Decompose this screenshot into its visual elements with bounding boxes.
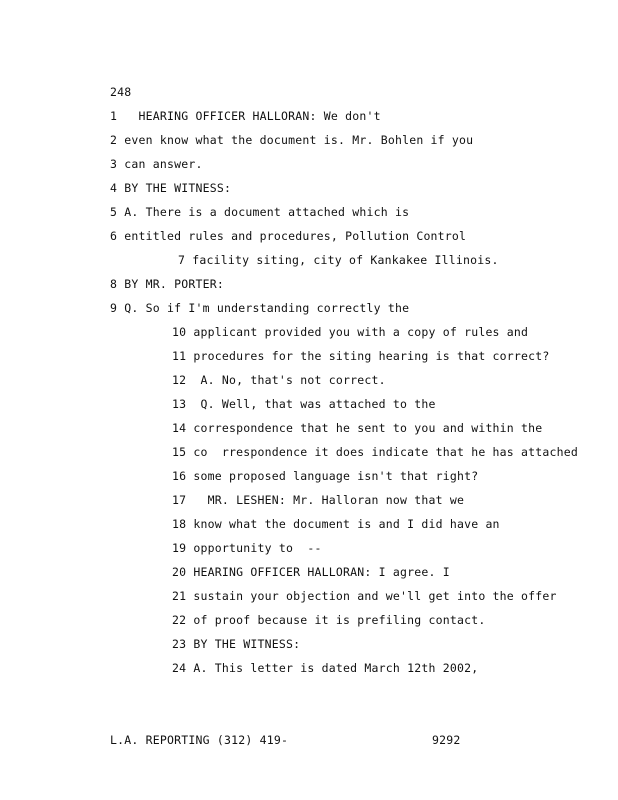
transcript-line: 23 BY THE WITNESS:: [172, 637, 301, 651]
transcript-line: 24 A. This letter is dated March 12th 2002,: [172, 661, 479, 675]
transcript-line: 17 MR. LESHEN: Mr. Halloran now that we: [172, 493, 465, 507]
transcript-line: 10 applicant provided you with a copy of rules and: [172, 325, 529, 339]
transcript-line: 16 some proposed language isn't that right?: [172, 469, 479, 483]
transcript-line: 9 Q. So if I'm understanding correctly the: [110, 301, 410, 315]
transcript-line: 13 Q. Well, that was attached to the: [172, 397, 436, 411]
transcript-line: 18 know what the document is and I did have an: [172, 517, 500, 531]
page-number: 248: [110, 85, 132, 99]
transcript-line: 4 BY THE WITNESS:: [110, 181, 232, 195]
transcript-line: 19 opportunity to --: [172, 541, 322, 555]
transcript-line: 15 co rrespondence it does indicate that he has attached: [172, 445, 579, 459]
transcript-line: 1 HEARING OFFICER HALLORAN: We don't: [110, 109, 381, 123]
footer-phone-suffix: 9292: [432, 733, 461, 747]
transcript-line: 21 sustain your objection and we'll get into the offer: [172, 589, 557, 603]
transcript-line: 22 of proof because it is prefiling contact.: [172, 613, 486, 627]
transcript-line: 11 procedures for the siting hearing is that correct?: [172, 349, 550, 363]
transcript-line: 12 A. No, that's not correct.: [172, 373, 386, 387]
transcript-line: 7 facility siting, city of Kankakee Illinois.: [178, 253, 499, 267]
footer-reporter: L.A. REPORTING (312) 419-: [110, 733, 289, 747]
transcript-line: 5 A. There is a document attached which is: [110, 205, 410, 219]
transcript-line: 14 correspondence that he sent to you and within the: [172, 421, 543, 435]
transcript-line: 6 entitled rules and procedures, Pollution Control: [110, 229, 467, 243]
transcript-line: 20 HEARING OFFICER HALLORAN: I agree. I: [172, 565, 450, 579]
transcript-line: 3 can answer.: [110, 157, 203, 171]
transcript-line: 8 BY MR. PORTER:: [110, 277, 224, 291]
transcript-line: 2 even know what the document is. Mr. Bohlen if you: [110, 133, 474, 147]
